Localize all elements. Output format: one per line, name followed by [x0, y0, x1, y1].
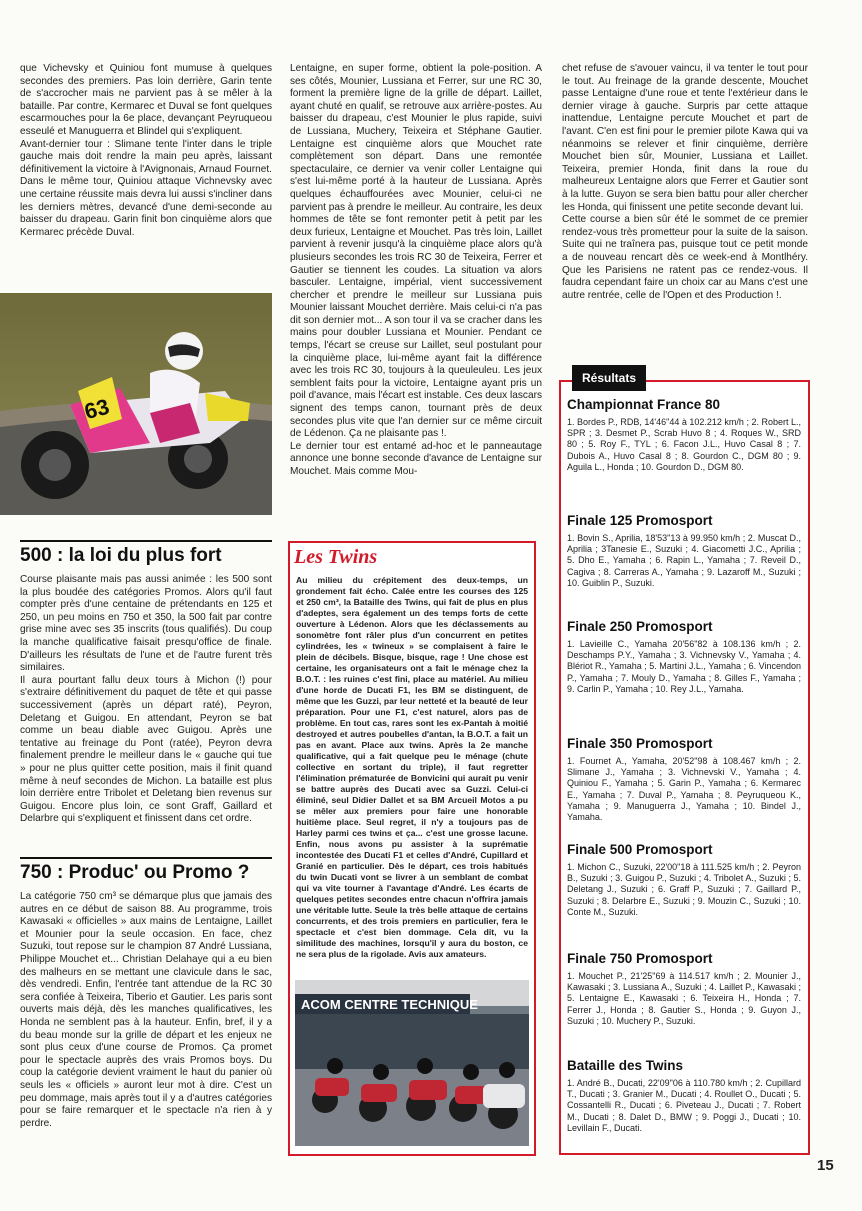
column-3-text [562, 63, 808, 302]
paragraph: Avant-dernier tour : Slimane tente l'inter dans le triple gauche mais doit rendre la main peu après, laissant définitivement la victoire à l'Avignonais, Arnaud Fournet. Dans le même tour, Quiniou attaque Vichnevsky avec une certaine réussite mais devra lui aussi s'incliner dans les derniers mètres, devancé d'une demi-seconde au baisser du drapeau. Garin finit bon cinquième alors que Kermarec précède Duval. [20, 138, 272, 238]
results-title: Bataille des Twins [567, 1058, 684, 1073]
page-number: 15 [817, 1157, 834, 1174]
paragraph: chet refuse de s'avouer vaincu, il va tenter le tout pour le tout. Au freinage de la grande descente, Mouchet passe Lentaigne d'une roue et tente l'extérieur dans le dernier virage à gauche. Surpris par cette attaque inattendue, Lentaigne percute Mouchet et part de l'avant. C'en est fini pour le premier pilote Kawa qui va néanmoins se relever et finir cinquième, derrière Mouchet bien sûr, Mounier, Lussiana et Laillet. Teixeira, premier Honda, finit dans la roue du malheureux Lentaigne alors que Ferrer et Gautier sont à la lutte. Guyon se sera bien battu pour aller chercher les Honda, qui finissent une petite seconde devant lui. [562, 63, 808, 213]
results-text: 1. André B., Ducati, 22'09"06 à 110.780 km/h ; 2. Cupillard T., Ducati ; 3. Granier M., Ducati ; 4. Roullet O., Ducati ; 5. Cossantelli R., Ducati ; 6. Piveteau J., Ducati ; 7. Robert M., Ducati ; 8. Dalet D., BMW ; 9. Poggi J., Ducati ; 10. Levillain F., Ducati. [567, 1078, 801, 1133]
results-text: 1. Bovin S., Aprilia, 18'53"13 à 99.950 km/h ; 2. Muscat D., Aprilia ; 3Tanesie E., Suzuki ; 4. Giacometti J.C., Aprilia ; 5. Dho E., Yamaha ; 6. Rapin L., Yamaha ; 7. Reveil D., Cagiva ; 8. Carreras A., Yamaha ; 9. Lazaroff M., Suzuki ; 10. Guiblin P., Suzuki. [567, 533, 801, 588]
section-heading-500: 500 : la loi du plus fort [20, 540, 272, 567]
results-title: Finale 500 Promosport [567, 842, 713, 857]
results-section [567, 1057, 801, 1134]
results-section [567, 512, 801, 589]
results-section [567, 396, 801, 473]
section-heading-750: 750 : Produc' ou Promo ? [20, 857, 272, 884]
twins-box [288, 541, 536, 1156]
results-text: 1. Bordes P., RDB, 14'46"44 à 102.212 km/h ; 2. Robert L., SPR ; 3. Desmet P., Scrab Huvo 8 ; 4. Roques W., SRD 80 ; 5. Roy F., TYL ; 6. Facon J.L., Huvo Casal 8 ; 7. Dubois A., Huvo Casal 8 ; 8. Gourdon C., DGM 80 ; 9. Aguila L., Honda ; 10. Gourdon D., DGM 80. [567, 417, 801, 472]
twins-title: Les Twins [294, 546, 378, 568]
results-title: Finale 350 Promosport [567, 736, 713, 751]
paragraph: Course plaisante mais pas aussi animée : les 500 sont la plus boudée des catégories Promos. Alors qu'il faut compter près d'une centaine de prétendants en 125 et 250, un peu moins en 750 et 350, la 500 fait par contre grise mine avec ses 35 inscrits (tous qualifiés). Du coup la manche qualificative faisait presqu'office de finale. D'ailleurs les résultats de l'une et de l'autre furent très similaires. [20, 574, 272, 674]
results-section [567, 618, 801, 695]
results-title: Championnat France 80 [567, 397, 721, 412]
results-text: 1. Fournet A., Yamaha, 20'52"98 à 108.467 km/h ; 2. Slimane J., Yamaha ; 3. Vichnevski V., Yamaha ; 4. Quiniou F., Yamaha ; 5. Garin P., Yamaha ; 6. Kermarec E., Yamaha ; 7. Duval P., Yamaha ; 8. Peyruqueou K., Yamaha ; 9. Manuguerra J., Yamaha ; 10. Bindel J., Yamaha. [567, 756, 801, 823]
paragraph: que Vichevsky et Quiniou font mumuse à quelques secondes des premiers. Pas loin derrière, Garin tente de s'accrocher mais ne parvient pas à se mêler à la bataille. Par contre, Kermarec et Duval se font quelques escarmouches pour la 6e place, devançant Peyruqueou esseulé et Manuguerra et Blindel qui s'expliquent. [20, 63, 272, 137]
garage-banner: ACOM CENTRE TECHNIQUE [301, 997, 478, 1012]
column-1-top [20, 63, 272, 239]
motorcycle-photo [0, 293, 272, 515]
twins-photo [295, 980, 529, 1146]
results-section [567, 950, 801, 1027]
results-section [567, 735, 801, 823]
results-tag: Résultats [572, 365, 646, 391]
results-text: 1. Michon C., Suzuki, 22'00"18 à 111.525 km/h ; 2. Peyron B., Suzuki ; 3. Guigou P., Suzuki ; 4. Tribolet A., Suzuki ; 5. Deletang J., Suzuki ; 6. Graff P., Suzuki ; 7. Gaillard P., Suzuki ; 8. Delarbre E., Suzuki ; 9. Mouzin C., Suzuki ; 10. Conte M., Suzuki. [567, 862, 801, 917]
paragraph: Cette course a bien sûr été le sommet de ce premier rendez-vous très prometteur pour la suite de la saison. Suite qui ne traînera pas, puisque tout ce petit monde a de nouveau rencart dès ce week-end à Montlhéry. Que les Parisiens ne ratent pas ce rendez-vous. Il faudra cependant faire un choix car au Mans c'est une autre rentrée, celle de l'Open et des Production !. [562, 214, 808, 301]
bike-number: 63 [81, 393, 112, 425]
twins-text: Au milieu du crépitement des deux-temps, un grondement fait écho. Calée entre les courses des 125 et 250 cm³, la Bataille des Twins, qui fait de plus en plus d'adeptes, sera également un des temps forts de cette ouverture à Lédenon. Alors que les déclassements au sonomètre font râler plus d'un concurrent en petites cylindrées, les « twineux » se complaisent à faire le plein de décibels. Bisque, bisque, rage ! Une chose est certaine, les organisateurs ont a fait le ménage chez la B.O.T. : les ruines c'est fini, place au matériel. Au milieu d'une horde de Ducati F1, les BM se distinguent, de même que les Guzzi, par leur netteté et la beauté de leur préparation. Pour une F1, c'est naturel, alors pas de problème. En tout cas, rares sont les ex-Pantah à moitié destroyed et autres poubelles d'antan, la B.O.T. a fait un pas en avant. Place aux twins. Après la 2e manche qualificative, qui a fait quelque peu le ménage (chute collective en sortant du triple), il faut regretter l'élimination prématurée de Bonvicini qui aurait pu venir se battre auprès des Ducati avec sa Guzzi. Celui-ci éliminé, seul Didier Dallet et sa BM Arcueil Motos a pu se mêler aux premiers pour faire une honorable huitième place. Seul regret, il n'y a toujours pas de Harley parmi ces twins et ça... c'est une grosse lacune. Enfin, nous avons pu assister à la suprématie incontestée des Ducati F1 et celles d'André, Cupillard et Granié en particulier. Dès le départ, ces trois habitués du twin Ducati vont se livrer à un semblant de combat qui va vite tourner à l'avantage d'André. Les écarts de quelques petites secondes entre chacun n'offrira jamais une véritable lutte. Seule la très belle attaque de certains concurrents, et des trois premiers en particulier, fera le spectacle et c'est bien dommage. Cela dit, vu la similitude des machines, lorsqu'il y aura du boston, ce ne sera plus de la rigolade. Avis aux amateurs. [296, 575, 528, 959]
paragraph: Le dernier tour est entamé ad-hoc et le panneautage annonce une bonne seconde d'avance de Lentaigne sur Mouchet. Mais comme Mou- [290, 440, 542, 477]
results-text: 1. Lavieille C., Yamaha 20'56"82 à 108.136 km/h ; 2. Deschamps P.Y., Yamaha ; 3. Vichnevsky V., Yamaha ; 4. Blériot R., Yamaha ; 5. Martini J.L., Yamaha ; 6. Vincendon P., Yamaha ; 7. Mouly D., Yamaha ; 8. Gilles F., Yamaha ; 9. Carlin P., Yamaha ; 10. Rey J.L., Yamaha. [567, 639, 801, 694]
results-box [559, 380, 810, 1155]
results-text: 1. Mouchet P., 21'25"69 à 114.517 km/h ; 2. Mounier J., Kawasaki ; 3. Lussiana A., Suzuki ; 4. Laillet P., Kawasaki ; 5. Lentaigne E., Kawasaki ; 6. Teixeira H., Honda ; 7. Ferrer J., Honda ; 8. Gautier S., Honda ; 9. Guyon J., Suzuki ; 10. Muchery P., Suzuki. [567, 971, 801, 1026]
results-title: Finale 750 Promosport [567, 951, 713, 966]
results-title: Finale 125 Promosport [567, 513, 713, 528]
column-2-text [290, 63, 542, 479]
results-title: Finale 250 Promosport [567, 619, 713, 634]
paragraph: La catégorie 750 cm³ se démarque plus que jamais des autres en ce début de saison 88. Au programme, trois Kawasaki « officielles » aux mains de Lentaigne, Laillet et Mounier pour la seule occasion. En face, chez Suzuki, tout repose sur le champion 87 André Lussiana, Philippe Mouchet et... Christian Delahaye qui a eu bien des malheurs en se mettant une clavicule dans le sac, dès vendredi. Enfin, l'entrée tant attendue de la RC 30 sera confiée à Teixeira, Tiberio et Gautier. Les paris sont ouverts mais déjà, dès les manches qualificatives, les Honda ne semblent pas à la hauteur. Enfin, bref, il y a du beau monde sur la grille de départ et les enjeux ne sont plus ceux d'une course de Promos. Ça promet pour le spectacle auprès des vrais Promos boys. Du coup la catégorie devient vraiment le haut du panier où seuls les « officiels » auront leur mot à dire. C'est un peu dommage, mais après tout il y a d'autres catégories pour se faire remarquer et le spectacle n'a rien à y perdre. [20, 891, 272, 1129]
paragraph: Lentaigne, en super forme, obtient la pole-position. A ses côtés, Mounier, Lussiana et Ferrer, sur une RC 30, forment la première ligne de la grille de départ. Laillet, ayant chuté en qualif, se retrouve aux arrière-postes. Au baisser du drapeau, c'est Mounier le plus rapide, suivi de Lussiana, Muchery, Teixeira et Stéphane Gautier. Lentaigne est cinquième alors que Mouchet rate complètement son départ. Dans une remontée spectaculaire, ce dernier va venir coller Lentaigne qui s'est lui-même porté à la hauteur de Lussiana. Après quelques échauffourées avec Mounier, celui-ci ne parvient pas à prendre le meilleur. Au contraire, les deux hommes de tête se font remonter petit à petit par les deux furieux, Lentaigne et Mouchet. Pas très loin, Laillet parvient à revenir jusqu'à la cinquième place alors qu'à plusieurs secondes les trois RC 30 de Teixeira, Ferrer et Gautier se tiennent les coudes. La situation va alors basculer. Lentaigne, impérial, vient successivement chercher et prendre le meilleur sur Lussiana puis Mounier laissant Mouchet derrière. Mais celui-ci n'a pas dit son dernier mot... A son tour il va se cracher dans les mains pour doubler Lussiana et Mounier. Pendant ce temps, l'écart se creuse sur Laillet, seul postulant pour la cinquième place, lui-même ayant fait la différence avec les trois RC 30, toujours à la queuleuleu. Les jeux semblent faits pour la victoire, Lentaigne ayant pris un poil d'avance, mais l'écart est instable. Ces deux lascars signent des temps canon, tournant près de deux secondes plus vite que l'an dernier sur ce même circuit de Lédenon. Ça ne plaisante pas !. [290, 63, 542, 440]
column-1-750 [20, 891, 272, 1130]
column-1-500 [20, 574, 272, 826]
paragraph: Il aura pourtant fallu deux tours à Michon (!) pour s'extraire définitivement du paquet de tête et qui passe successivement (après un départ raté), Peyron, Deletang et Guigou. En attendant, Peyron se bat comme un beau diable avec Guigou. Après une tentative au freinage du Pont (ratée), Peyron devra finalement prendre le meilleur dans le « gauche qui tue » pour ne plus quitter cette position, mais il finit quand même à neuf secondes de Michon. La bataille est plus loin derrière entre Tribolet et Deletang bien revenus sur Guigou. Encore plus loin, ce sont Graff, Gaillard et Delarbre qui s'expliquent et finissent dans cet ordre. [20, 674, 272, 825]
results-section [567, 841, 801, 918]
